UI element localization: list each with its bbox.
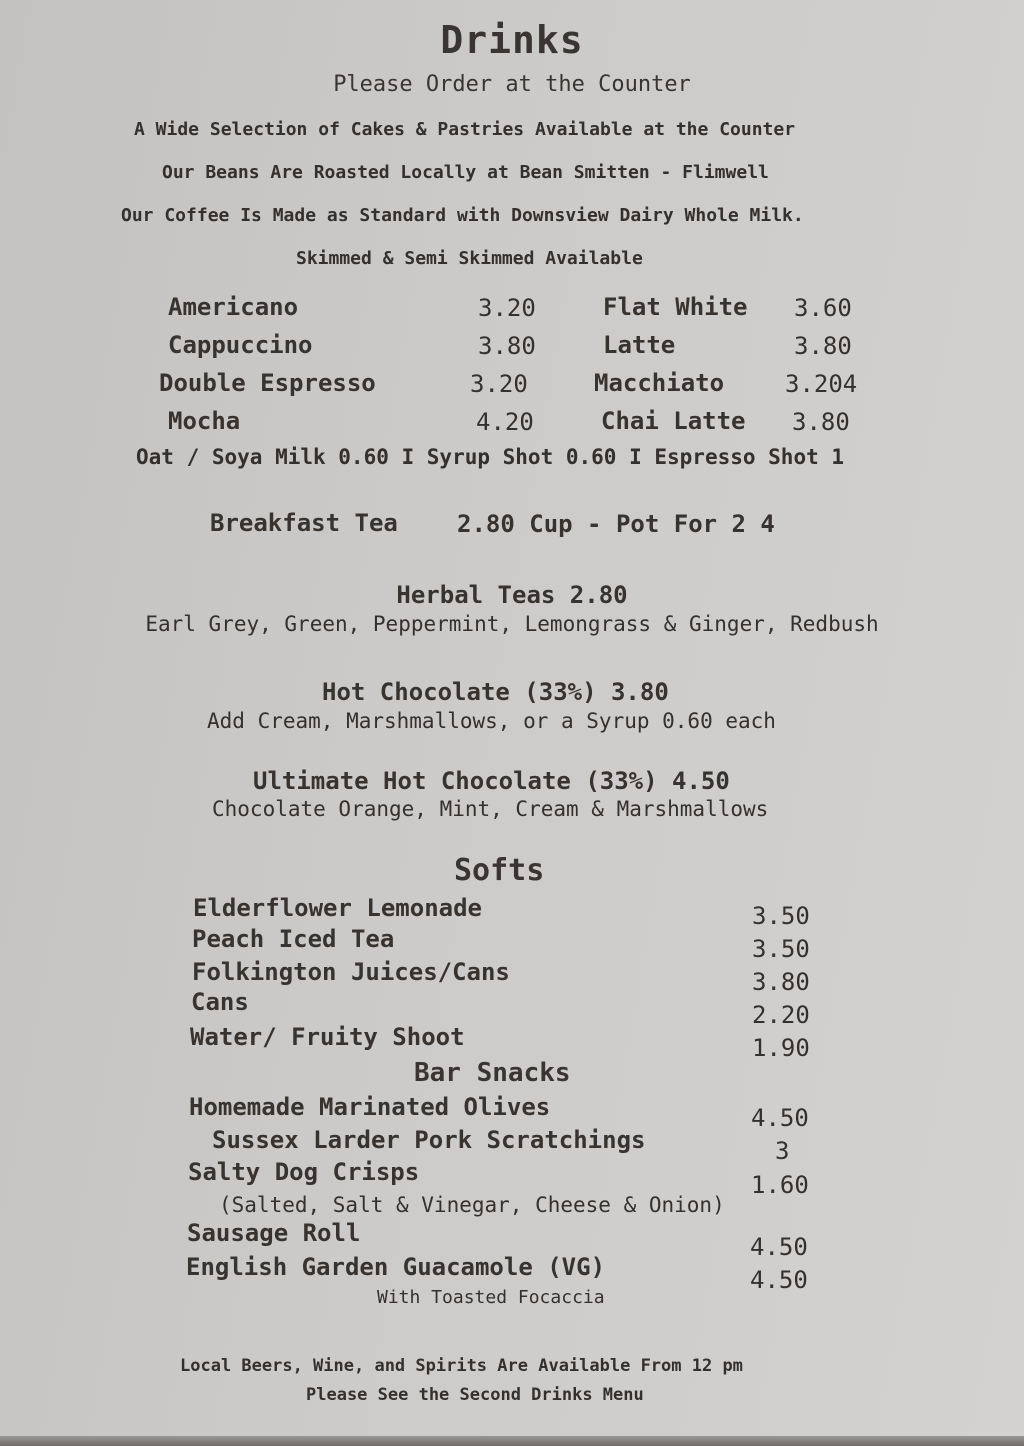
coffee-item-name: Latte: [603, 331, 676, 359]
coffee-item-name: Mocha: [168, 407, 241, 435]
snack-item-name: Salty Dog Crisps: [188, 1158, 420, 1186]
coffee-item-price: 3.20: [478, 294, 536, 322]
page-title: Drinks: [440, 18, 584, 62]
snack-item-name: Sausage Roll: [187, 1219, 361, 1247]
coffee-item-name: Flat White: [603, 293, 748, 321]
coffee-extras: Oat / Soya Milk 0.60 I Syrup Shot 0.60 I Espresso Shot 1: [136, 445, 845, 469]
coffee-item-name: Cappuccino: [168, 331, 313, 359]
hot-chocolate-addons: Add Cream, Marshmallows, or a Syrup 0.60 each: [207, 709, 776, 733]
snack-item-price: 1.60: [751, 1171, 809, 1199]
info-line-skimmed: Skimmed & Semi Skimmed Available: [296, 248, 643, 269]
snack-item-name: Homemade Marinated Olives: [189, 1093, 551, 1121]
snack-item-name: Sussex Larder Pork Scratchings: [212, 1126, 646, 1154]
coffee-item-price: 3.20: [470, 370, 528, 398]
herbal-teas-heading: Herbal Teas 2.80: [396, 581, 628, 609]
softs-item-name: Elderflower Lemonade: [193, 894, 482, 922]
breakfast-tea-price: 2.80 Cup - Pot For 2 4: [457, 510, 775, 538]
herbal-teas-list: Earl Grey, Green, Peppermint, Lemongrass & Ginger, Redbush: [145, 612, 879, 636]
info-line-milk: Our Coffee Is Made as Standard with Downsview Dairy Whole Milk.: [121, 205, 804, 226]
coffee-item-price: 3.60: [794, 294, 852, 322]
crisps-flavours: (Salted, Salt & Vinegar, Cheese & Onion): [219, 1193, 725, 1217]
table-edge: [0, 1436, 1024, 1446]
softs-item-name: Cans: [191, 988, 249, 1016]
info-line-beans: Our Beans Are Roasted Locally at Bean Smitten - Flimwell: [162, 162, 769, 183]
info-line-cakes: A Wide Selection of Cakes & Pastries Available at the Counter: [134, 119, 796, 140]
softs-item-price: 2.20: [752, 1001, 810, 1029]
coffee-item-price: 3.80: [792, 408, 850, 436]
coffee-item-price: 3.80: [794, 332, 852, 360]
softs-item-price: 3.80: [752, 968, 810, 996]
coffee-item-name: Americano: [168, 293, 299, 321]
softs-heading: Softs: [454, 853, 545, 888]
snack-item-name: English Garden Guacamole (VG): [186, 1253, 606, 1281]
snack-item-price: 3: [775, 1137, 790, 1165]
snack-item-price: 4.50: [750, 1266, 808, 1294]
coffee-item-name: Chai Latte: [601, 407, 746, 435]
hot-chocolate-heading: Hot Chocolate (33%) 3.80: [322, 678, 669, 706]
breakfast-tea-name: Breakfast Tea: [210, 509, 398, 537]
footer-second-menu-note: Please See the Second Drinks Menu: [306, 1385, 644, 1405]
footer-alcohol-note: Local Beers, Wine, and Spirits Are Available From 12 pm: [180, 1356, 743, 1376]
softs-item-price: 3.50: [752, 902, 810, 930]
softs-item-name: Folkington Juices/Cans: [192, 958, 510, 986]
snack-item-price: 4.50: [751, 1104, 809, 1132]
coffee-item-name: Double Espresso: [159, 369, 376, 397]
softs-item-name: Water/ Fruity Shoot: [190, 1023, 465, 1051]
ultimate-hot-chocolate-heading: Ultimate Hot Chocolate (33%) 4.50: [253, 767, 730, 795]
order-instruction: Please Order at the Counter: [333, 72, 691, 97]
guacamole-note: With Toasted Focaccia: [377, 1287, 605, 1308]
softs-item-price: 1.90: [752, 1034, 810, 1062]
snack-item-price: 4.50: [750, 1233, 808, 1261]
coffee-item-price: 3.80: [478, 332, 536, 360]
coffee-item-price: 4.20: [476, 408, 534, 436]
softs-item-name: Peach Iced Tea: [192, 925, 395, 953]
ultimate-hot-chocolate-toppings: Chocolate Orange, Mint, Cream & Marshmallows: [212, 797, 769, 821]
coffee-item-name: Macchiato: [594, 369, 725, 397]
bar-snacks-heading: Bar Snacks: [414, 1058, 571, 1088]
coffee-item-price: 3.204: [785, 370, 858, 398]
softs-item-price: 3.50: [752, 935, 810, 963]
